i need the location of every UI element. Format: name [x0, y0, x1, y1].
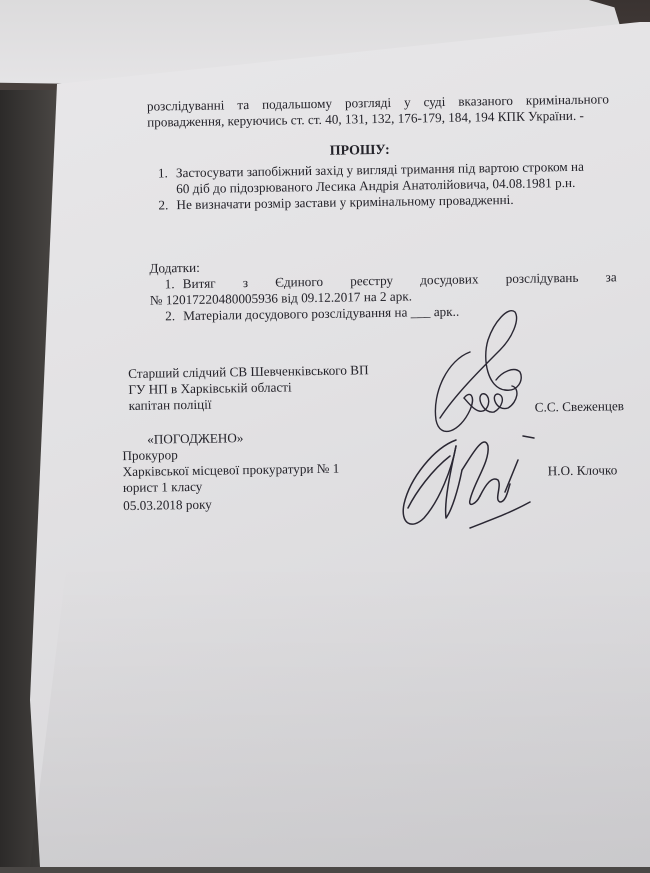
request-item-2-number: 2. [158, 197, 169, 213]
approved-label: «ПОГОДЖЕНО» [147, 430, 244, 447]
prosecutor-title-line-2: Харківської місцевої прокуратури № 1 [122, 460, 340, 480]
investigator-title-line-3: капітан поліції [128, 396, 212, 413]
intro-line-1: розслідуванні та подальшому розгляді у суді вказаного кримінального [146, 91, 609, 114]
attachment-1-line-1: Витяг з Єдиного реєстру досудових розслідувань за [182, 269, 617, 292]
attachment-1-number: 1. [164, 276, 175, 292]
document-date: 05.03.2018 року [123, 496, 212, 514]
request-item-1-line-1: Застосувати запобіжний захід у вигляді тримання під вартою строком на [175, 158, 585, 181]
investigator-title-line-1: Старший слідчий СВ Шевченківського ВП [128, 362, 369, 381]
request-item-2-line-1: Не визначати розмір застави у кримінальному провадженні. [176, 191, 514, 213]
prosecutor-title-line-1: Прокурор [122, 447, 178, 464]
intro-line-2: провадження, керуючись ст. ст. 40, 131, 132, 176-179, 184, 194 КПК України. - [147, 107, 584, 130]
request-heading: ПРОШУ: [329, 142, 390, 159]
attachment-2-number: 2. [165, 308, 176, 324]
prosecutor-title-line-3: юрист 1 класу [122, 478, 203, 496]
attachment-2-line-1: Матеріали досудового розслідування на ___ арк.. [183, 303, 460, 324]
attachment-1-line-2: № 12017220480005936 від 09.12.2017 на 2 арк. [149, 288, 413, 308]
request-item-1-number: 1. [157, 165, 168, 181]
investigator-title-line-2: ГУ НП в Харківській області [128, 379, 292, 397]
prosecutor-name: Н.О. Клочко [547, 462, 618, 479]
request-item-1-line-2: 60 діб до підозрюваного Лесика Андрія Анатолійовича, 04.08.1981 р.н. [176, 174, 576, 197]
investigator-name: С.С. Свеженцев [534, 398, 625, 415]
attachments-heading: Додатки: [149, 259, 200, 276]
